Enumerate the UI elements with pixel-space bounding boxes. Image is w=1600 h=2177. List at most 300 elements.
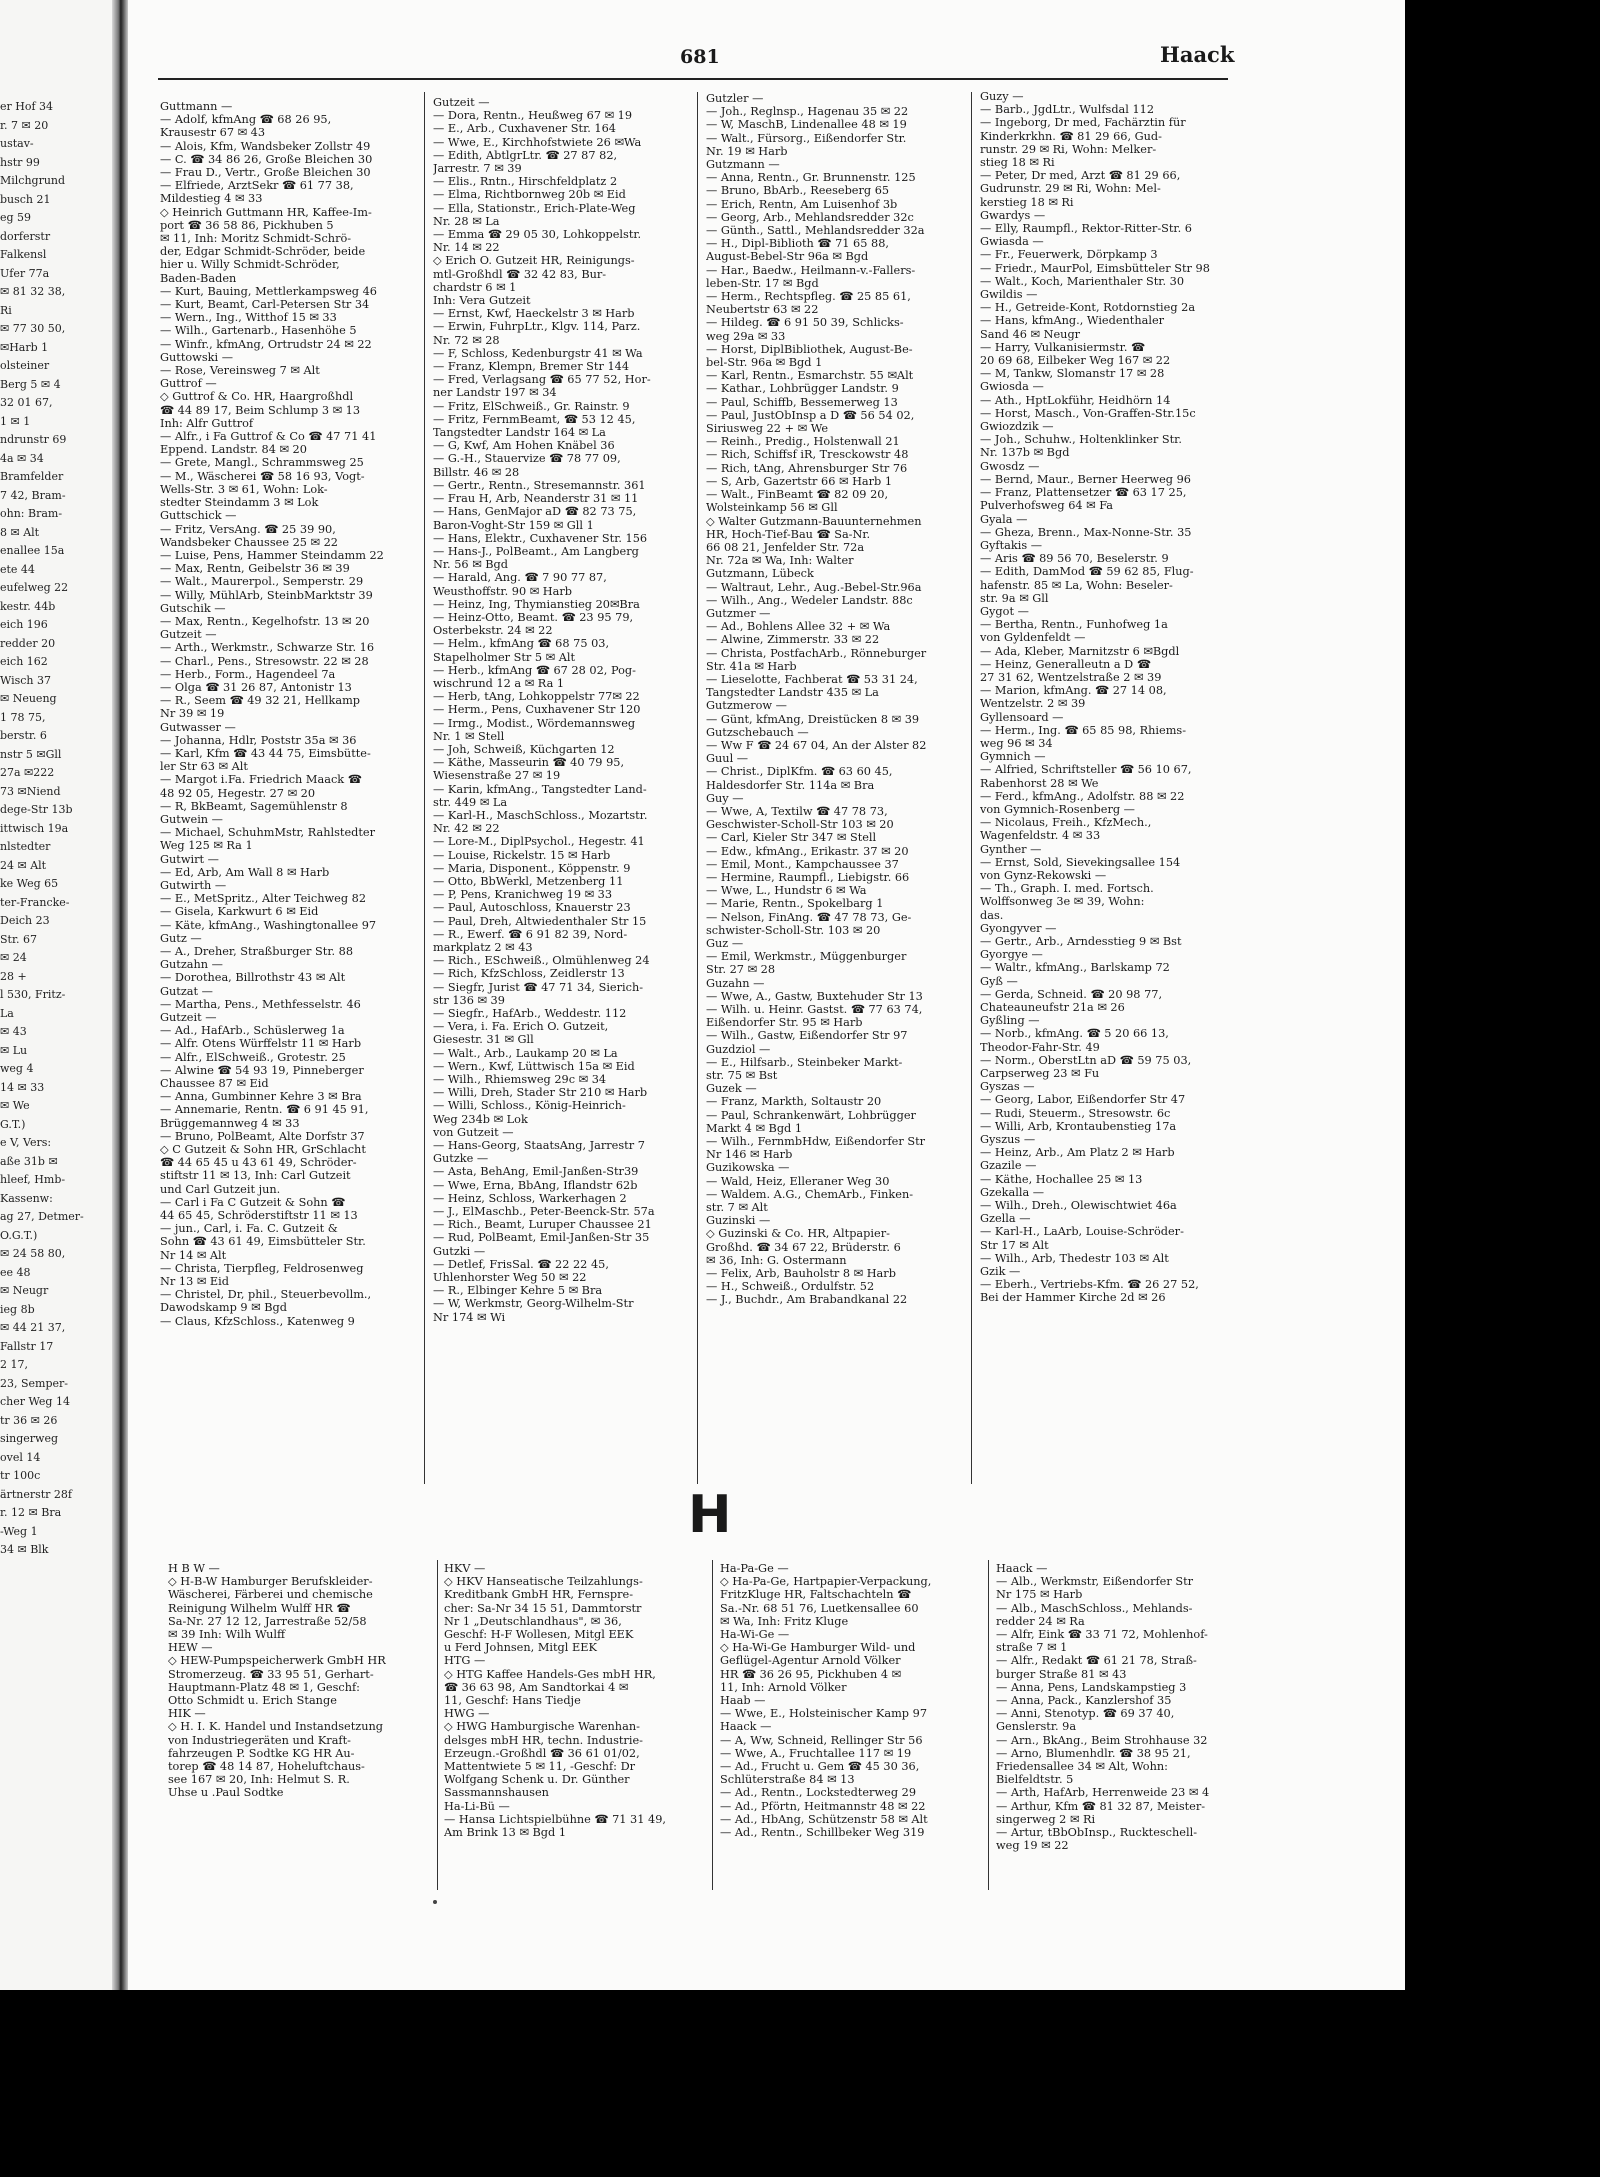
- directory-entry: — Alwine, Zimmerstr. 33 ✉ 22: [706, 633, 880, 647]
- directory-entry: 66 08 21, Jenfelder Str. 72a: [706, 540, 865, 554]
- directory-entry: Billstr. 46 ✉ 28: [433, 465, 520, 479]
- running-header: Haack: [1160, 42, 1235, 67]
- directory-entry: Haab —: [720, 1694, 766, 1708]
- column-2: [433, 96, 688, 1501]
- directory-entry: kerstieg 18 ✉ Ri: [980, 195, 1074, 209]
- directory-entry: — Norm., OberstLtn aD ☎ 59 75 03,: [980, 1053, 1192, 1067]
- directory-entry: Nr. 19 ✉ Harb: [706, 144, 788, 158]
- directory-entry: Inh: Vera Gutzeit: [433, 294, 531, 308]
- directory-entry: 11, Geschf: Hans Tiedje: [444, 1694, 581, 1708]
- directory-entry: Guzek —: [706, 1082, 757, 1096]
- directory-entry: Wells-Str. 3 ✉ 61, Wohn: Lok-: [160, 482, 328, 496]
- directory-entry: — Lore-M., DiplPsychol., Hegestr. 41: [433, 835, 645, 849]
- directory-entry: — Rudi, Steuerm., Stresowstr. 6c: [980, 1106, 1171, 1120]
- directory-entry: Weg 125 ✉ Ra 1: [160, 839, 253, 853]
- header-rule: [158, 78, 1228, 80]
- directory-entry: Kreditbank GmbH HR, Fernspre-: [444, 1588, 634, 1602]
- facing-page-text: Fallstr 17: [0, 1339, 54, 1353]
- directory-entry: — Ernst, Sold, Sievekingsallee 154: [980, 855, 1181, 869]
- facing-page-text: ✉Harb 1: [0, 340, 49, 354]
- directory-entry: — Ferd., kfmAng., Adolfstr. 88 ✉ 22: [980, 789, 1185, 803]
- directory-entry: — Horst, Masch., Von-Graffen-Str.15c: [980, 406, 1196, 420]
- directory-entry: HWG —: [444, 1707, 490, 1721]
- directory-entry: — Martha, Pens., Methfesselstr. 46: [160, 997, 361, 1011]
- facing-page-text: cher Weg 14: [0, 1395, 70, 1408]
- directory-entry: ◇ HKV Hanseatische Teilzahlungs-: [444, 1575, 643, 1589]
- directory-entry: Tangstedter Landstr 435 ✉ La: [706, 686, 879, 700]
- directory-entry: Gyß —: [980, 974, 1018, 988]
- directory-entry: Gzekalla —: [980, 1185, 1045, 1199]
- directory-entry: von Gutzeit —: [433, 1125, 514, 1139]
- directory-entry: — Ad., HbAng, Schützenstr 58 ✉ Alt: [720, 1812, 928, 1826]
- facing-page-text: 34 ✉ Blk: [0, 1543, 49, 1556]
- facing-page-text: ✉ 24 58 80,: [0, 1247, 66, 1260]
- directory-entry: — Carl i Fa C Gutzeit & Sohn ☎: [160, 1195, 346, 1209]
- directory-entry: Gyftakis —: [980, 538, 1043, 552]
- directory-entry: Nr 146 ✉ Harb: [706, 1148, 793, 1162]
- directory-entry: — Joh, Schweiß, Küchgarten 12: [433, 742, 615, 756]
- directory-entry: Geschf: H-F Wollesen, Mitgl EEK: [444, 1628, 634, 1642]
- directory-entry: Bielfeldtstr. 5: [996, 1773, 1074, 1787]
- directory-entry: — Elma, Richtbornweg 20b ✉ Eid: [433, 188, 626, 202]
- column-8: [996, 1562, 1236, 1892]
- facing-page-fragment: [0, 0, 112, 1990]
- directory-entry: — Franz, Markth, Soltaustr 20: [706, 1095, 882, 1109]
- directory-entry: Guzinski —: [706, 1214, 771, 1228]
- column-6: [444, 1562, 706, 1892]
- directory-entry: Guul —: [706, 752, 749, 766]
- directory-entry: — Käthe, Masseurin ☎ 40 79 95,: [433, 756, 625, 770]
- directory-entry: 27 31 62, Wentzelstraße 2 ✉ 39: [980, 670, 1162, 684]
- facing-page-text: 14 ✉ 33: [0, 1080, 45, 1094]
- facing-page-text: ✉ 24: [0, 951, 27, 964]
- facing-page-text: 24 ✉ Alt: [0, 858, 47, 872]
- directory-entry: — Walt., Koch, Marienthaler Str. 30: [980, 274, 1185, 288]
- facing-page-text: eufelweg 22: [0, 581, 69, 594]
- directory-entry: Ha-Li-Bü —: [444, 1799, 510, 1813]
- directory-entry: — Wwe, A, Textilw ☎ 47 78 73,: [706, 804, 888, 818]
- directory-entry: Nr. 56 ✉ Bgd: [433, 558, 509, 572]
- directory-entry: — Gerda, Schneid. ☎ 20 98 77,: [980, 987, 1163, 1001]
- column-1: [160, 100, 415, 1505]
- directory-entry: — Willi, Arb, Krontaubenstieg 17a: [980, 1119, 1177, 1133]
- directory-entry: — Hans-J., PolBeamt., Am Langberg: [433, 544, 639, 558]
- directory-entry: — Alois, Kfm, Wandsbeker Zollstr 49: [160, 139, 371, 153]
- directory-entry: — Margot i.Fa. Friedrich Maack ☎: [160, 773, 362, 787]
- directory-entry: Guttowski —: [160, 350, 233, 364]
- facing-page-text: -Weg 1: [0, 1524, 38, 1538]
- directory-entry: Inh: Alfr Guttrof: [160, 416, 254, 430]
- directory-entry: — Günth., Sattl., Mehlandsredder 32a: [706, 224, 925, 238]
- directory-entry: — Gertr., Arb., Arndesstieg 9 ✉ Bst: [980, 935, 1182, 948]
- directory-entry: — Marie, Rentn., Spokelbarg 1: [706, 897, 884, 911]
- directory-entry: ◇ Erich O. Gutzeit HR, Reinigungs-: [433, 254, 635, 268]
- directory-entry: Wandsbeker Chaussee 25 ✉ 22: [160, 535, 338, 549]
- directory-entry: — R, BkBeamt, Sagemühlenstr 8: [160, 799, 348, 813]
- facing-page-text: ✉ 81 32 38,: [0, 285, 66, 298]
- directory-entry: straße 7 ✉ 1: [996, 1641, 1068, 1655]
- directory-entry: — Käthe, Hochallee 25 ✉ 13: [980, 1172, 1143, 1186]
- directory-entry: Uhse u .Paul Sodtke: [168, 1786, 284, 1800]
- directory-entry: Gyorgye —: [980, 948, 1043, 962]
- directory-entry: Sohn ☎ 43 61 49, Eimsbütteler Str.: [160, 1235, 366, 1249]
- facing-page-text: r. 12 ✉ Bra: [0, 1506, 62, 1519]
- directory-entry: — Ad., Frucht u. Gem ☎ 45 30 36,: [720, 1760, 920, 1774]
- directory-entry: — Alfr., Redakt ☎ 61 21 78, Straß-: [996, 1654, 1197, 1668]
- directory-entry: — Lieselotte, Fachberat ☎ 53 31 24,: [706, 672, 918, 686]
- directory-entry: — Paul, Dreh, Altwiedenthaler Str 15: [433, 914, 647, 928]
- directory-entry: — Wilh., Rhiemsweg 29c ✉ 34: [433, 1073, 607, 1087]
- directory-entry: Gutzmann —: [706, 158, 780, 172]
- facing-page-text: tr 100c: [0, 1469, 41, 1482]
- directory-entry: — Hildeg. ☎ 6 91 50 39, Schlicks-: [706, 316, 904, 330]
- directory-entry: Str. 27 ✉ 28: [706, 963, 776, 977]
- facing-page-text: busch 21: [0, 192, 51, 206]
- directory-entry: — Rich, tAng, Ahrensburger Str 76: [706, 461, 908, 475]
- directory-entry: — Arth., Werkmstr., Schwarze Str. 16: [160, 641, 375, 655]
- directory-entry: — Edith, AbtlgrLtr. ☎ 27 87 82,: [433, 148, 618, 162]
- directory-entry: — Wilh., Ang., Wedeler Landstr. 88c: [706, 593, 913, 607]
- directory-entry: — Otto, BbWerkl, Metzenberg 11: [433, 874, 624, 888]
- facing-page-text: nlstedter: [0, 840, 51, 853]
- directory-entry: Brüggemannweg 4 ✉ 33: [160, 1116, 300, 1130]
- directory-entry: Dawodskamp 9 ✉ Bgd: [160, 1301, 288, 1315]
- directory-entry: — Christa, Tierpfleg, Feldrosenweg: [160, 1261, 364, 1275]
- directory-entry: — Christel, Dr, phil., Steuerbevollm.,: [160, 1288, 372, 1302]
- directory-entry: — Georg, Arb., Mehlandsredder 32c: [706, 210, 914, 224]
- directory-entry: — Ingeborg, Dr med, Fachärztin für: [980, 116, 1186, 130]
- directory-entry: Gyongyver —: [980, 921, 1057, 935]
- directory-entry: Reinigung Wilhelm Wulff HR ☎: [168, 1601, 351, 1615]
- directory-entry: port ☎ 36 58 86, Pickhuben 5: [160, 218, 334, 232]
- directory-entry: 44 65 45, Schröderstiftstr 11 ✉ 13: [160, 1209, 358, 1223]
- directory-entry: ner Landstr 197 ✉ 34: [433, 386, 557, 400]
- directory-entry: — Käte, kfmAng., Washingtonallee 97: [160, 918, 377, 932]
- directory-entry: Gutzmerow —: [706, 699, 787, 713]
- directory-entry: hafenstr. 85 ✉ La, Wohn: Beseler-: [980, 578, 1173, 592]
- directory-entry: Haldesdorfer Str. 114a ✉ Bra: [706, 778, 875, 792]
- directory-entry: — Paul, Autoschloss, Knauerstr 23: [433, 901, 631, 915]
- directory-entry: Wolsteinkamp 56 ✉ Gll: [706, 501, 838, 515]
- directory-entry: Guttmann —: [160, 100, 233, 113]
- facing-page-text: nstr 5 ✉Gll: [0, 747, 62, 761]
- directory-entry: von Industriegeräten und Kraft-: [168, 1733, 351, 1747]
- directory-entry: 11, Inh: Arnold Völker: [720, 1680, 847, 1694]
- directory-entry: — Wwe, Erna, BbAng, Iflandstr 62b: [433, 1178, 638, 1192]
- directory-entry: — Erwin, FuhrpLtr., Klgv. 114, Parz.: [433, 320, 641, 334]
- directory-entry: — Willi, Schloss., König-Heinrich-: [433, 1099, 626, 1113]
- directory-entry: str 136 ✉ 39: [433, 993, 505, 1007]
- directory-entry: — Herb., kfmAng ☎ 67 28 02, Pog-: [433, 663, 636, 677]
- directory-entry: — Georg, Labor, Eißendorfer Str 47: [980, 1093, 1186, 1107]
- directory-entry: — Karl-H., MaschSchloss., Mozartstr.: [433, 808, 648, 822]
- directory-entry: ◇ H. I. K. Handel und Instandsetzung: [168, 1720, 384, 1734]
- directory-entry: und Carl Gutzeit jun.: [160, 1182, 281, 1196]
- facing-page-text: 2 17,: [0, 1358, 28, 1371]
- directory-entry: — Wwe, A., Fruchtallee 117 ✉ 19: [720, 1746, 912, 1760]
- directory-entry: — Franz, Plattensetzer ☎ 63 17 25,: [980, 486, 1187, 500]
- column-5: [168, 1562, 430, 1892]
- directory-entry: — Vera, i. Fa. Erich O. Gutzeit,: [433, 1020, 609, 1034]
- directory-entry: — Wern., Ing., Witthof 15 ✉ 33: [160, 311, 337, 325]
- directory-entry: — Nicolaus, Freih., KfzMech.,: [980, 816, 1152, 830]
- directory-entry: Wolffsonweg 3e ✉ 39, Wohn:: [980, 895, 1145, 909]
- directory-entry: Tangstedter Landstr 164 ✉ La: [433, 426, 606, 440]
- facing-page-text: singerweg: [0, 1432, 59, 1445]
- directory-entry: Gutz —: [160, 931, 202, 945]
- facing-page-text: 7 42, Bram-: [0, 488, 66, 502]
- directory-entry: — Alb., Werkmstr, Eißendorfer Str: [996, 1575, 1194, 1589]
- directory-entry: Guzikowska —: [706, 1161, 790, 1175]
- directory-entry: Guy —: [706, 791, 744, 805]
- directory-entry: — Dora, Rentn., Heußweg 67 ✉ 19: [433, 109, 633, 123]
- directory-entry: von Gymnich-Rosenberg —: [980, 802, 1135, 816]
- directory-entry: — Waltraut, Lehr., Aug.-Bebel-Str.96a: [706, 580, 922, 594]
- directory-entry: Wiesenstraße 27 ✉ 19: [433, 769, 561, 783]
- directory-entry: ◇ HTG Kaffee Handels-Ges mbH HR,: [444, 1667, 656, 1681]
- directory-entry: — Wwe, E., Kirchhofstwiete 26 ✉Wa: [433, 135, 642, 149]
- directory-entry: — Ad., HafArb., Schüslerweg 1a: [160, 1024, 345, 1038]
- facing-page-text: olsteiner: [0, 359, 50, 372]
- directory-entry: — Karl, Rentn., Esmarchstr. 55 ✉Alt: [706, 369, 914, 383]
- directory-entry: August-Bebel-Str 96a ✉ Bgd: [706, 250, 869, 264]
- facing-page-text: eg 59: [0, 211, 32, 224]
- directory-entry: — Fred, Verlagsang ☎ 65 77 52, Hor-: [433, 373, 651, 387]
- facing-page-text: ndrunstr 69: [0, 433, 67, 446]
- facing-page-text: 1 ✉ 1: [0, 414, 31, 428]
- directory-entry: — Frau H, Arb, Neanderstr 31 ✉ 11: [433, 492, 639, 506]
- facing-page-text: Berg 5 ✉ 4: [0, 377, 61, 391]
- directory-entry: markplatz 2 ✉ 43: [433, 941, 533, 954]
- directory-entry: str. 75 ✉ Bst: [706, 1069, 778, 1083]
- directory-entry: — Arn., BkAng., Beim Strohhause 32: [996, 1733, 1208, 1747]
- directory-entry: — A., Dreher, Straßburger Str. 88: [160, 945, 354, 958]
- directory-entry: — Carl, Kieler Str 347 ✉ Stell: [706, 831, 877, 845]
- directory-entry: wischrund 12 a ✉ Ra 1: [433, 676, 565, 690]
- directory-entry: — Bruno, PolBeamt, Alte Dorfstr 37: [160, 1129, 365, 1143]
- facing-page-text: G.T.): [0, 1117, 26, 1131]
- directory-entry: — Kurt, Bauing, Mettlerkampsweg 46: [160, 284, 377, 298]
- directory-entry: Giesestr. 31 ✉ Gll: [433, 1033, 534, 1047]
- facing-page-text: Deich 23: [0, 914, 50, 927]
- directory-entry: — Eberh., Vertriebs-Kfm. ☎ 26 27 52,: [980, 1278, 1199, 1292]
- directory-entry: ◇ Guzinski & Co. HR, Altpapier-: [706, 1227, 890, 1241]
- directory-entry: — Felix, Arb, Bauholstr 8 ✉ Harb: [706, 1267, 896, 1281]
- directory-entry: — G, Kwf, Am Hohen Knäbel 36: [433, 439, 615, 453]
- facing-page-text: ✉ 77 30 50,: [0, 322, 66, 335]
- directory-entry: — Edith, DamMod ☎ 59 62 85, Flug-: [980, 565, 1194, 579]
- directory-entry: torep ☎ 48 14 87, Hoheluftchaus-: [168, 1760, 365, 1774]
- directory-entry: — Winfr., kfmAng, Ortrudstr 24 ✉ 22: [160, 337, 372, 351]
- directory-entry: Gutwirt —: [160, 852, 219, 866]
- directory-entry: — Ad., Pförtn, Heitmannstr 48 ✉ 22: [720, 1799, 926, 1813]
- directory-entry: — Fr., Feuerwerk, Dörpkamp 3: [980, 248, 1158, 262]
- book-spine: [112, 0, 128, 1990]
- column-divider: [437, 1560, 438, 1890]
- directory-entry: Friedensallee 34 ✉ Alt, Wohn:: [996, 1760, 1168, 1774]
- directory-entry: ✉ Wa, Inh: Fritz Kluge: [720, 1614, 849, 1628]
- directory-entry: — P, Pens, Kranichweg 19 ✉ 33: [433, 888, 613, 902]
- directory-entry: Theodor-Fahr-Str. 49: [980, 1040, 1100, 1054]
- directory-entry: — Norb., kfmAng. ☎ 5 20 66 13,: [980, 1027, 1169, 1041]
- directory-entry: — Wilh., Gastw, Eißendorfer Str 97: [706, 1029, 908, 1043]
- directory-entry: Str 17 ✉ Alt: [980, 1238, 1049, 1252]
- facing-page-text: Wisch 37: [0, 673, 52, 687]
- directory-entry: hier u. Willy Schmidt-Schröder,: [160, 258, 340, 272]
- directory-entry: — Joh., Reglnsp., Hagenau 35 ✉ 22: [706, 105, 909, 119]
- directory-entry: — Wilh., Dreh., Olewischtwiet 46a: [980, 1199, 1177, 1213]
- directory-entry: — Alfr, Eink ☎ 33 71 72, Mohlenhof-: [996, 1628, 1208, 1642]
- directory-entry: — S, Arb, Gazertstr 66 ✉ Harb 1: [706, 474, 893, 488]
- directory-entry: str. 9a ✉ Gll: [980, 591, 1049, 605]
- directory-entry: Neubertstr 63 ✉ 22: [706, 303, 819, 317]
- facing-page-text: 28 +: [0, 969, 27, 983]
- directory-entry: — Siegfr., HafArb., Weddestr. 112: [433, 1007, 627, 1021]
- directory-entry: — Elis., Rntn., Hirschfeldplatz 2: [433, 175, 618, 189]
- directory-entry: — Gertr., Rentn., Stresemannstr. 361: [433, 478, 646, 492]
- directory-entry: HKV —: [444, 1562, 486, 1575]
- directory-entry: Ha-Wi-Ge —: [720, 1628, 790, 1642]
- facing-page-text: eich 162: [0, 655, 48, 668]
- directory-entry: Mildestieg 4 ✉ 33: [160, 192, 263, 206]
- directory-entry: Gutzat —: [160, 984, 213, 998]
- directory-entry: Geschwister-Scholl-Str 103 ✉ 20: [706, 818, 894, 832]
- directory-entry: Gutzeit —: [160, 628, 217, 642]
- print-speck: [433, 1900, 437, 1904]
- directory-entry: — Olga ☎ 31 26 87, Antonistr 13: [160, 680, 352, 694]
- directory-entry: — R., Seem ☎ 49 32 21, Hellkamp: [160, 694, 361, 708]
- directory-entry: Am Brink 13 ✉ Bgd 1: [444, 1826, 567, 1840]
- directory-entry: — Marion, kfmAng. ☎ 27 14 08,: [980, 684, 1167, 698]
- directory-entry: Kinderkrkhn. ☎ 81 29 66, Gud-: [980, 129, 1162, 143]
- directory-entry: — Wwe, L., Hundstr 6 ✉ Wa: [706, 884, 867, 898]
- directory-entry: Gwiosda —: [980, 380, 1044, 394]
- directory-entry: Baden-Baden: [160, 271, 237, 285]
- directory-entry: — Rich, Schiffsf iR, Tresckowstr 48: [706, 448, 909, 462]
- directory-entry: redder 24 ✉ Ra: [996, 1614, 1085, 1628]
- directory-entry: — Waltr., kfmAng., Barlskamp 72: [980, 961, 1170, 975]
- directory-entry: ☎ 44 89 17, Beim Schlump 3 ✉ 13: [160, 403, 361, 417]
- column-4: [980, 90, 1230, 1495]
- directory-entry: — Herm., Pens, Cuxhavener Str 120: [433, 703, 641, 717]
- directory-entry: — Elfriede, ArztSekr ☎ 61 77 38,: [160, 179, 354, 193]
- facing-page-text: l 530, Fritz-: [0, 988, 66, 1001]
- facing-page-text: Kassenw:: [0, 1191, 53, 1205]
- directory-entry: Wäscherei, Färberei und chemische: [168, 1588, 373, 1602]
- facing-page-text: tr 36 ✉ 26: [0, 1413, 58, 1427]
- directory-entry: Nr 13 ✉ Eid: [160, 1275, 229, 1289]
- page-number: 681: [680, 46, 720, 68]
- directory-entry: Wentzelstr. 2 ✉ 39: [980, 697, 1086, 711]
- directory-entry: — Siegfr, Jurist ☎ 47 71 34, Sierich-: [433, 980, 644, 994]
- directory-entry: weg 19 ✉ 22: [996, 1839, 1069, 1853]
- directory-entry: — Har., Baedw., Heilmann-v.-Fallers-: [706, 263, 916, 277]
- directory-entry: — Joh., Schuhw., Holtenklinker Str.: [980, 433, 1182, 447]
- directory-entry: — Paul, Schiffb, Bessemerweg 13: [706, 395, 898, 409]
- directory-entry: — J., Buchdr., Am Brabandkanal 22: [706, 1293, 908, 1307]
- directory-entry: Nr. 42 ✉ 22: [433, 822, 500, 836]
- column-3: [706, 92, 961, 1497]
- directory-entry: Nr 39 ✉ 19: [160, 707, 225, 721]
- directory-entry: — Anna, Pack., Kanzlershof 35: [996, 1694, 1172, 1708]
- directory-entry: Weg 234b ✉ Lok: [433, 1112, 528, 1126]
- directory-entry: Gutzmer —: [706, 606, 771, 620]
- directory-entry: — Wilh., Arb, Thedestr 103 ✉ Alt: [980, 1251, 1169, 1265]
- directory-entry: Markt 4 ✉ Bgd 1: [706, 1121, 803, 1135]
- directory-entry: Gwosdz —: [980, 459, 1040, 473]
- directory-entry: HIK —: [168, 1707, 206, 1721]
- directory-entry: — C. ☎ 34 86 26, Große Bleichen 30: [160, 152, 373, 166]
- directory-entry: Gutzke —: [433, 1152, 489, 1166]
- directory-entry: u Ferd Johnsen, Mitgl EEK: [444, 1641, 597, 1655]
- directory-entry: Stapelholmer Str 5 ✉ Alt: [433, 650, 576, 664]
- directory-entry: — Wilh., FernmbHdw, Eißendorfer Str: [706, 1135, 926, 1149]
- directory-entry: — Alfr., ElSchweiß., Grotestr. 25: [160, 1050, 346, 1064]
- directory-entry: von Gyldenfeldt —: [980, 631, 1086, 645]
- directory-entry: ✉ 39 Inh: Wilh Wulff: [168, 1628, 286, 1642]
- directory-entry: ✉ 11, Inh: Moritz Schmidt-Schrö-: [160, 232, 352, 246]
- directory-entry: ler Str 63 ✉ Alt: [160, 760, 248, 774]
- facing-page-text: berstr. 6: [0, 729, 47, 742]
- directory-entry: HEW —: [168, 1641, 213, 1655]
- facing-page-text: La: [0, 1006, 14, 1020]
- directory-entry: — Nelson, FinAng. ☎ 47 78 73, Ge-: [706, 910, 912, 924]
- directory-entry: Nr. 137b ✉ Bgd: [980, 446, 1070, 460]
- directory-entry: ✉ 36, Inh: G. Ostermann: [706, 1253, 847, 1267]
- directory-entry: — H., Dipl-Biblioth ☎ 71 65 88,: [706, 237, 889, 251]
- directory-entry: — Wwe, A., Gastw, Buxtehuder Str 13: [706, 989, 923, 1003]
- directory-entry: — Christa, PostfachArb., Rönneburger: [706, 646, 927, 660]
- directory-entry: Str. 41a ✉ Harb: [706, 659, 797, 673]
- directory-entry: Gutzschebauch —: [706, 725, 809, 739]
- directory-entry: Guttrof —: [160, 377, 217, 391]
- directory-entry: bel-Str. 96a ✉ Bgd 1: [706, 356, 823, 370]
- directory-entry: — Horst, DiplBibliothek, August-Be-: [706, 342, 913, 356]
- directory-entry: — Waldem. A.G., ChemArb., Finken-: [706, 1187, 914, 1201]
- directory-entry: — Herb., Form., Hagendeel 7a: [160, 667, 336, 681]
- facing-page-text: 1 78 75,: [0, 710, 46, 724]
- directory-entry: Pulverhofsweg 64 ✉ Fa: [980, 499, 1114, 513]
- directory-entry: — Hansa Lichtspielbühne ☎ 71 31 49,: [444, 1812, 666, 1826]
- directory-entry: — Ada, Kleber, Marnitzstr 6 ✉Bgdl: [980, 644, 1180, 658]
- directory-entry: — Herm., Rechtspfleg. ☎ 25 85 61,: [706, 290, 911, 304]
- directory-entry: Nr 175 ✉ Harb: [996, 1588, 1083, 1602]
- directory-entry: — Wern., Kwf, Lüttwisch 15a ✉ Eid: [433, 1059, 635, 1073]
- facing-page-text: ✉ We: [0, 1099, 30, 1112]
- directory-entry: Gzella —: [980, 1212, 1031, 1226]
- directory-entry: str. 7 ✉ Alt: [706, 1201, 768, 1215]
- directory-entry: — G.-H., Stauervize ☎ 78 77 09,: [433, 452, 621, 466]
- directory-entry: — Helm., kfmAng ☎ 68 75 03,: [433, 637, 610, 651]
- directory-entry: — Arth, HafArb, Herrenweide 23 ✉ 4: [996, 1786, 1210, 1800]
- directory-entry: — Hermine, Raumpfl., Liebigstr. 66: [706, 870, 910, 884]
- directory-entry: Gwildis —: [980, 288, 1038, 302]
- directory-entry: — A, Ww, Schneid, Rellinger Str 56: [720, 1733, 923, 1747]
- directory-entry: — Asta, BehAng, Emil-Janßen-Str39: [433, 1165, 639, 1179]
- directory-entry: Nr 1 „Deutschlandhaus", ✉ 36,: [444, 1614, 622, 1628]
- directory-entry: singerweg 2 ✉ Ri: [996, 1812, 1096, 1826]
- directory-entry: weg 29a ✉ 33: [706, 329, 786, 343]
- directory-entry: — Luise, Pens, Hammer Steindamm 22: [160, 548, 384, 562]
- facing-page-text: 32 01 67,: [0, 396, 53, 409]
- directory-entry: Krausestr 67 ✉ 43: [160, 126, 266, 140]
- directory-entry: — Kurt, Beamt, Carl-Petersen Str 34: [160, 298, 370, 312]
- directory-entry: Stromerzeug. ☎ 33 95 51, Gerhart-: [168, 1667, 374, 1681]
- directory-entry: Gwardys —: [980, 208, 1046, 222]
- directory-entry: ◇ Ha-Pa-Ge, Hartpapier-Verpackung,: [720, 1575, 932, 1589]
- directory-entry: — Peter, Dr med, Arzt ☎ 81 29 66,: [980, 169, 1181, 183]
- directory-entry: — Heinz, Generalleutn a D ☎: [980, 657, 1151, 671]
